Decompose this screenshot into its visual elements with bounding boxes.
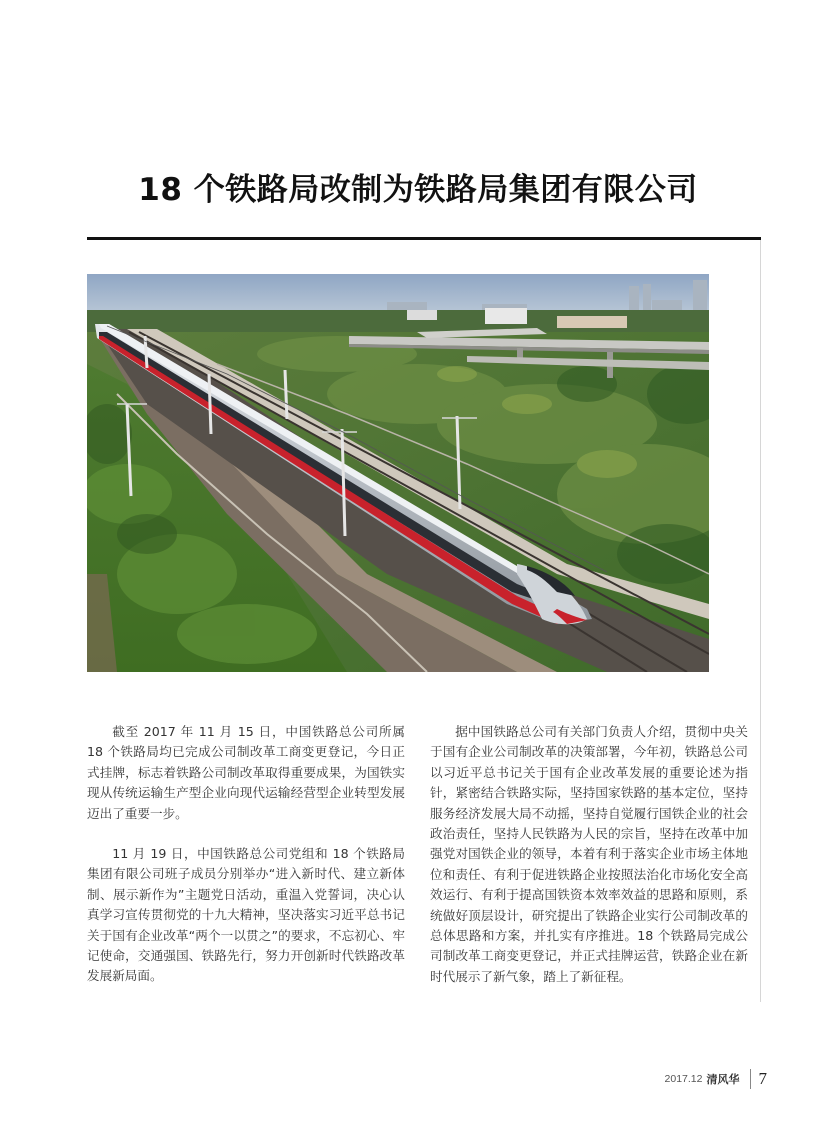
page-number: 7 <box>758 1069 767 1088</box>
body-column-left <box>87 722 405 1007</box>
footer-divider <box>750 1069 751 1089</box>
paragraph: 截至 2017 年 11 月 15 日，中国铁路总公司所属 18 个铁路局均已完成公司制改革工商变更登记，今日正式挂牌，标志着铁路公司制改革取得重要成果，为国铁实现从传统运输生产型企业向现代运输经营型企业转型发展迈出了重要一步。 <box>87 724 405 821</box>
article-title: 18 个铁路局改制为铁路局集团有限公司 <box>138 172 698 208</box>
page-edge-rule <box>760 240 761 1002</box>
magazine-name: 清风华 <box>706 1074 740 1086</box>
issue-date: 2017.12 <box>664 1073 703 1085</box>
page-footer <box>665 1066 767 1092</box>
high-speed-train-photo <box>87 274 709 672</box>
paragraph: 11 月 19 日，中国铁路总公司党组和 18 个铁路局集团有限公司班子成员分别举办“进入新时代、建立新体制、展示新作为”主题党日活动，重温入党誓词，决心认真学习宣传贯彻党的十九大精神，坚决落实习近平总书记关于国有企业改革“两个一以贯之”的要求，不忘初心、牢记使命，交通强国、铁路先行，努力开创新时代铁路改革发展新局面。 <box>87 846 405 984</box>
body-column-right <box>430 722 748 1007</box>
paragraph: 据中国铁路总公司有关部门负责人介绍，贯彻中央关于国有企业公司制改革的决策部署，今年初，铁路总公司以习近平总书记关于国有企业改革发展的重要论述为指针，紧密结合铁路实际，坚持国家铁路的基本定位，坚持服务经济发展大局不动摇，坚持自觉履行国铁企业的社会政治责任，坚持人民铁路为人民的宗旨，坚持在改革中加强党对国铁企业的领导，本着有利于落实企业市场主体地位和责任、有利于促进铁路企业按照法治化市场化安全高效运行、有利于提高国铁资本效率效益的思路和原则，系统做好顶层设计，研究提出了铁路企业实行公司制改革的总体思路和方案，并扎实有序推进。18 个铁路局完成公司制改革工商变更登记，并正式挂牌运营，铁路企业在新时代展示了新气象，踏上了新征程。 <box>430 724 748 984</box>
title-underline <box>87 237 761 240</box>
